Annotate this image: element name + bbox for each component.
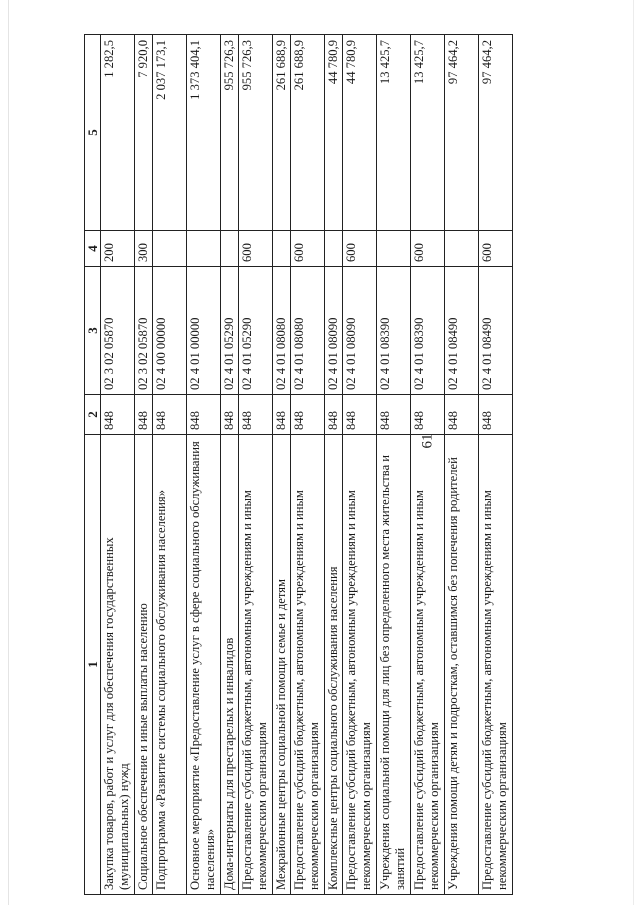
row-sum: 13 425,7: [377, 35, 411, 231]
table-row: [135, 35, 153, 895]
row-code: 848: [153, 395, 187, 435]
table-row: [221, 35, 239, 895]
header-col-4: 4: [85, 231, 101, 267]
row-csr: 02 4 01 08390: [411, 267, 445, 395]
row-sum: 44 780,9: [325, 35, 343, 231]
budget-table: [84, 34, 513, 895]
row-code: 848: [325, 395, 343, 435]
row-sum: 13 425,7: [411, 35, 445, 231]
table-row: [239, 35, 273, 895]
row-vr: [221, 231, 239, 267]
row-csr: 02 4 01 08490: [479, 267, 513, 395]
row-sum: 955 726,3: [221, 35, 239, 231]
row-name: Межрайонные центры социальной помощи семье и детям: [273, 435, 291, 895]
table-row: [377, 35, 411, 895]
row-vr: 600: [479, 231, 513, 267]
scan-edge-left: [8, 0, 9, 905]
row-code: 848: [479, 395, 513, 435]
row-csr: 02 4 01 00000: [187, 267, 221, 395]
row-name: Комплексные центры социального обслуживания населения: [325, 435, 343, 895]
row-vr: 600: [343, 231, 377, 267]
row-code: 848: [377, 395, 411, 435]
header-col-3: 3: [85, 267, 101, 395]
row-vr: [273, 231, 291, 267]
row-csr: 02 4 01 05290: [239, 267, 273, 395]
table-row: [187, 35, 221, 895]
row-code: 848: [221, 395, 239, 435]
row-vr: 600: [291, 231, 325, 267]
table-row: [153, 35, 187, 895]
table-row: [325, 35, 343, 895]
row-code: 848: [273, 395, 291, 435]
row-vr: [153, 231, 187, 267]
row-vr: 600: [239, 231, 273, 267]
row-name: Подпрограмма «Развитие системы социального обслуживания населения»: [153, 435, 187, 895]
row-sum: 261 688,9: [273, 35, 291, 231]
row-csr: 02 4 01 08080: [291, 267, 325, 395]
row-csr: 02 3 02 05870: [101, 267, 135, 395]
row-code: 848: [101, 395, 135, 435]
header-col-2: 2: [85, 395, 101, 435]
budget-table-area: [84, 35, 614, 895]
row-sum: 955 726,3: [239, 35, 273, 231]
row-code: 848: [291, 395, 325, 435]
row-name: Предоставление субсидий бюджетным, автономным учреждениям и иным некоммерческим организациям: [343, 435, 377, 895]
row-name: Предоставление субсидий бюджетным, автономным учреждениям и иным некоммерческим организациям: [239, 435, 273, 895]
row-code: 848: [187, 395, 221, 435]
row-name: Учреждения социальной помощи для лиц без определенного места жительства и занятий: [377, 435, 411, 895]
table-row: [291, 35, 325, 895]
row-code: 848: [135, 395, 153, 435]
row-sum: 44 780,9: [343, 35, 377, 231]
row-vr: 300: [135, 231, 153, 267]
row-csr: 02 4 01 08090: [325, 267, 343, 395]
row-csr: 02 4 00 00000: [153, 267, 187, 395]
row-csr: 02 4 01 05290: [221, 267, 239, 395]
row-name: Предоставление субсидий бюджетным, автономным учреждениям и иным некоммерческим организациям: [291, 435, 325, 895]
row-code: 848: [239, 395, 273, 435]
row-vr: 600: [411, 231, 445, 267]
header-col-1: 1: [85, 435, 101, 895]
row-sum: 2 037 173,1: [153, 35, 187, 231]
row-sum: 7 920,0: [135, 35, 153, 231]
row-sum: 97 464,2: [479, 35, 513, 231]
row-vr: [187, 231, 221, 267]
table-row: [445, 35, 479, 895]
row-name: Учреждения помощи детям и подросткам, оставшимся без попечения родителей: [445, 435, 479, 895]
table-row: [411, 35, 445, 895]
row-code: 848: [411, 395, 445, 435]
table-row: [101, 35, 135, 895]
scan-edge-right: [633, 0, 634, 905]
row-vr: [377, 231, 411, 267]
row-vr: [445, 231, 479, 267]
table-row: [343, 35, 377, 895]
row-name: Закупка товаров, работ и услуг для обеспечения государственных (муниципальных) нужд: [101, 435, 135, 895]
row-csr: 02 4 01 08090: [343, 267, 377, 395]
row-name: Основное мероприятие «Предоставление услуг в сфере социального обслуживания населения»: [187, 435, 221, 895]
row-csr: 02 3 02 05870: [135, 267, 153, 395]
row-sum: 97 464,2: [445, 35, 479, 231]
row-code: 848: [445, 395, 479, 435]
row-csr: 02 4 01 08390: [377, 267, 411, 395]
row-code: 848: [343, 395, 377, 435]
rotated-table-container: [84, 35, 614, 895]
table-row: [479, 35, 513, 895]
row-name: Предоставление субсидий бюджетным, автономным учреждениям и иным некоммерческим организациям: [411, 435, 445, 895]
row-csr: 02 4 01 08490: [445, 267, 479, 395]
row-vr: [325, 231, 343, 267]
row-sum: 1 373 404,1: [187, 35, 221, 231]
row-csr: 02 4 01 08080: [273, 267, 291, 395]
row-name: Дома-интернаты для престарелых и инвалидов: [221, 435, 239, 895]
row-name: Социальное обеспечение и иные выплаты населению: [135, 435, 153, 895]
header-col-5: 5: [85, 35, 101, 231]
page-number: 61: [419, 433, 436, 449]
row-sum: 261 688,9: [291, 35, 325, 231]
row-sum: 1 282,5: [101, 35, 135, 231]
row-name: Предоставление субсидий бюджетным, автономным учреждениям и иным некоммерческим организациям: [479, 435, 513, 895]
header-row: [85, 35, 101, 895]
row-vr: 200: [101, 231, 135, 267]
table-row: [273, 35, 291, 895]
